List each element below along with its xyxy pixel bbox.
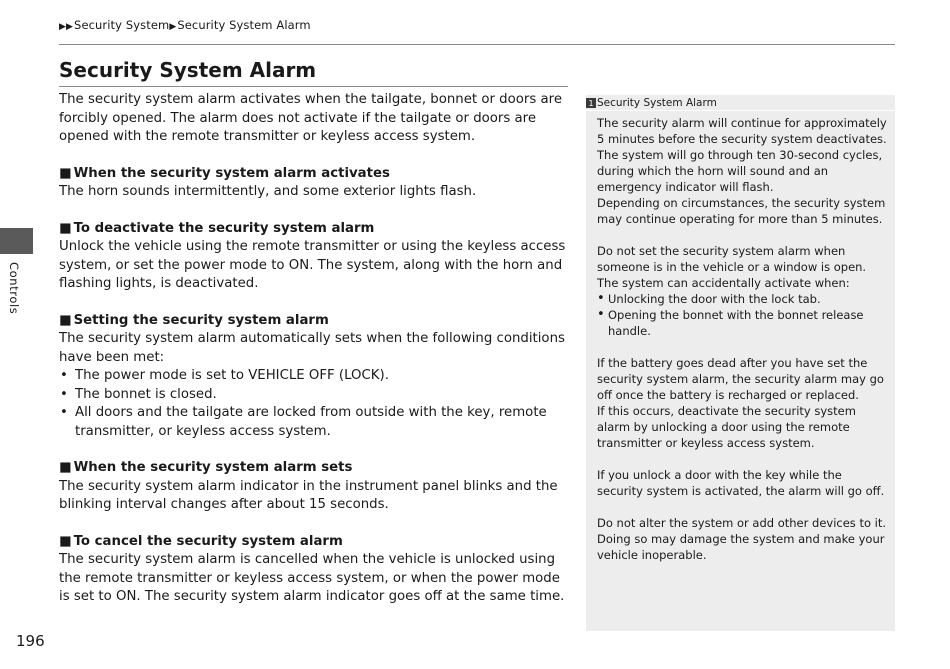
section-heading: ■ To cancel the security system alarm bbox=[59, 533, 343, 549]
intro-paragraph: The security system alarm activates when the tailgate, bonnet or doors are forcibly opened. The alarm does not activate if the tailgate or doors are opened with the remote transmitter or keyless access system. bbox=[59, 92, 562, 144]
square-bullet-icon: ■ bbox=[59, 460, 72, 475]
title-divider bbox=[59, 86, 568, 87]
note-paragraph: Depending on circumstances, the security system may continue operating for more than 5 minutes. bbox=[597, 196, 886, 226]
square-bullet-icon: ■ bbox=[59, 165, 72, 181]
section-setting-alarm bbox=[59, 312, 571, 442]
section-deactivate-alarm bbox=[59, 220, 571, 294]
svg-text:1: 1 bbox=[588, 98, 594, 108]
note-paragraph: If you unlock a door with the key while the security system is activated, the alarm will go off. bbox=[597, 468, 885, 498]
breadcrumb bbox=[59, 18, 311, 32]
chapter-tab-marker bbox=[0, 228, 33, 254]
section-body: The security system alarm is cancelled when the vehicle is unlocked using the remote transmitter or keyless access system, or when the power mode is set to ON. The security system alarm indicator goes off at the same time. bbox=[59, 552, 565, 604]
page-number: 196 bbox=[16, 632, 45, 650]
breadcrumb-item-security-system-alarm: Security System Alarm bbox=[177, 18, 311, 32]
section-heading: ■ When the security system alarm sets bbox=[59, 460, 353, 475]
header-divider bbox=[59, 44, 895, 45]
section-alarm-activates bbox=[59, 165, 571, 202]
section-alarm-sets bbox=[59, 459, 571, 515]
section-cancel-alarm bbox=[59, 533, 571, 607]
note-body bbox=[586, 111, 895, 563]
square-bullet-icon: ■ bbox=[59, 220, 72, 236]
breadcrumb-item-security-system[interactable]: Security System bbox=[74, 18, 170, 32]
section-body: The security system alarm indicator in the instrument panel blinks and the blinking interval changes after about 15 seconds. bbox=[59, 478, 558, 512]
note-sidebar bbox=[586, 95, 895, 631]
page-title: Security System Alarm bbox=[59, 58, 317, 82]
square-bullet-icon: ■ bbox=[59, 312, 72, 328]
list-item: • Opening the bonnet with the bonnet release handle. bbox=[597, 307, 887, 339]
note-paragraph: The security alarm will continue for approximately 5 minutes before the security system deactivates. bbox=[597, 116, 887, 146]
chapter-label: Controls bbox=[7, 262, 21, 315]
section-body: The security system alarm automatically sets when the following conditions have been met: bbox=[59, 331, 565, 365]
note-paragraph: If the battery goes dead after you have set the security system alarm, the security alarm may go off once the battery is recharged or replaced. bbox=[597, 356, 884, 402]
double-arrow-icon: ▶▶ bbox=[59, 22, 74, 32]
note-reference-icon bbox=[586, 98, 596, 108]
arrow-icon: ▶ bbox=[169, 22, 177, 32]
conditions-list bbox=[59, 367, 571, 441]
square-bullet-icon: ■ bbox=[59, 533, 72, 549]
list-item: • The bonnet is closed. bbox=[59, 386, 571, 405]
section-heading: ■ When the security system alarm activates bbox=[59, 165, 390, 181]
list-item: • The power mode is set to VEHICLE OFF (LOCK). bbox=[59, 367, 571, 386]
note-heading-text: Security System Alarm bbox=[597, 96, 717, 109]
note-reference-icon-graphic bbox=[586, 98, 596, 108]
list-item: • All doors and the tailgate are locked from outside with the key, remote transmitter, or keyless access system. bbox=[59, 404, 571, 441]
note-list bbox=[597, 291, 887, 339]
section-body: Unlock the vehicle using the remote transmitter or using the keyless access system, or set the power mode to ON. The system, along with the horn and flashing lights, is deactivated. bbox=[59, 239, 566, 291]
note-paragraph: If this occurs, deactivate the security system alarm by unlocking a door using the remote transmitter or keyless access system. bbox=[597, 404, 856, 450]
section-body: The horn sounds intermittently, and some exterior lights flash. bbox=[59, 184, 477, 199]
list-item: • Unlocking the door with the lock tab. bbox=[597, 291, 887, 307]
section-heading: ■ Setting the security system alarm bbox=[59, 312, 329, 328]
main-content bbox=[59, 91, 571, 607]
note-heading bbox=[586, 95, 895, 111]
section-heading: ■ To deactivate the security system alarm bbox=[59, 220, 375, 236]
note-paragraph: Do not alter the system or add other devices to it. Doing so may damage the system and make your vehicle inoperable. bbox=[597, 516, 886, 562]
note-paragraph: Do not set the security system alarm when someone is in the vehicle or a window is open. The system can accidentally activate when: bbox=[597, 244, 867, 290]
note-paragraph: The system will go through ten 30-second cycles, during which the horn will sound and an emergency indicator will flash. bbox=[597, 148, 883, 194]
